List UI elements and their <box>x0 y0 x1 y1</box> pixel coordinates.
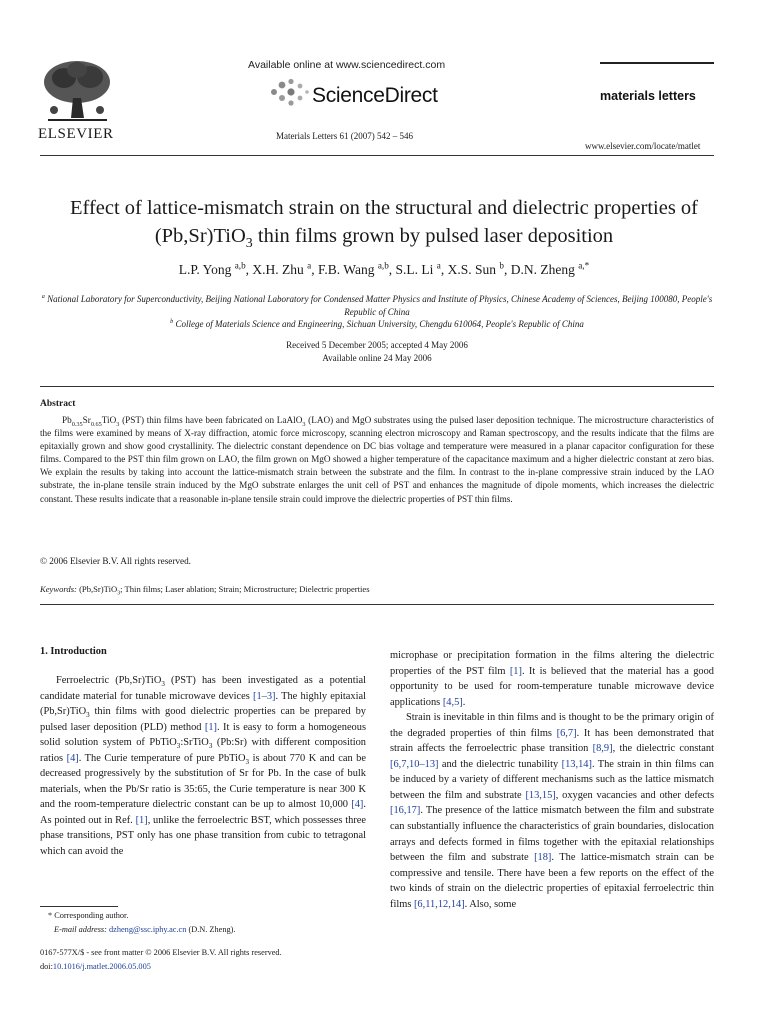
publisher-name: ELSEVIER <box>38 126 114 142</box>
abstract-text: $Pb_{0.35}Sr_{0.65}TiO_3$ (PST) thin films have been fabricated on LaAlO$_3$ (LAO) and MgO substrates using the pulsed laser deposition technique. The microstructure characteristics of the films were examined by means of X-ray diffraction, atomic force microscopy, scanning electron microscopy and Raman spectroscopy, and the results indicate that the films are epitaxially grown and show good crystallinity. The dielectric constant dependence on DC bias voltage and temperature were measured in a planar capacitor configuration for these films. Compared to the PST thin film grown on LAO, the film grown on MgO showed a higher temperature of the capacitance maximum and a higher dielectric constant at zero bias. We explain the results by taking into account the lattice-mismatch strain between the substrate and the film. In contrast to the in-plane compressive strain induced by the LAO substrate, the in-plane tensile strain induced by the MgO substrate enlarges the unit cell of PST and enhances the magnitude of dipole moments, which increases the dielectric constant. These results indicate that a reasonable in-plane tensile strain could improve the dielectric properties of PST thin films. <box>40 415 714 504</box>
author-affiliation-mark: a,b <box>377 260 389 271</box>
keywords: Keywords: (Pb,Sr)TiO$_3$; Thin films; Laser ablation; Strain; Microstructure; Dielectric properties <box>40 584 370 597</box>
doi-line: doi:10.1016/j.matlet.2006.05.005 <box>40 962 151 971</box>
author-name: X.H. Zhu <box>252 262 304 277</box>
corresponding-author-note: * Corresponding author. <box>48 911 129 920</box>
email-note: E-mail address: dzheng@ssc.iphy.ac.cn (D.N. Zheng). <box>54 925 236 934</box>
citation-link[interactable]: [4] <box>66 752 79 764</box>
doi-link[interactable]: 10.1016/j.matlet.2006.05.005 <box>52 962 151 971</box>
journal-url-link[interactable]: www.elsevier.com/locate/matlet <box>585 141 701 151</box>
citation-link[interactable]: [6,7] <box>556 727 577 739</box>
citation-link[interactable]: [4,5] <box>442 696 463 708</box>
citation-link[interactable]: [1] <box>135 814 148 826</box>
author-affiliation-mark: a,b <box>234 260 246 271</box>
abstract-copyright: © 2006 Elsevier B.V. All rights reserved. <box>40 556 191 566</box>
sciencedirect-wordmark: ScienceDirect <box>312 84 438 107</box>
citation-link[interactable]: [16,17] <box>390 805 421 817</box>
citation-link[interactable]: [6,7,10–13] <box>390 758 439 770</box>
citation-link[interactable]: [4] <box>351 799 364 811</box>
journal-citation: Materials Letters 61 (2007) 542 – 546 <box>276 131 413 141</box>
journal-name: materials letters <box>600 89 696 103</box>
citation-link[interactable]: [13,14] <box>561 758 592 770</box>
author-name: F.B. Wang <box>317 262 375 277</box>
author-name: L.P. Yong <box>178 262 232 277</box>
online-date: Available online 24 May 2006 <box>322 353 432 363</box>
citation-link[interactable]: [13,15] <box>525 789 556 801</box>
citation-link[interactable]: [18] <box>534 852 552 864</box>
email-link[interactable]: dzheng@ssc.iphy.ac.cn <box>109 925 187 934</box>
received-date: Received 5 December 2005; accepted 4 May 2006 <box>286 340 468 350</box>
citation-link[interactable]: [8,9] <box>592 743 613 755</box>
keywords-label: Keywords: <box>40 584 77 594</box>
affiliation-a: $^a$ National Laboratory for Superconductivity, Beijing National Laboratory for Condensed Matter Physics and Institute of Physics, Chinese Academy of Sciences, Beijing 100080, People's Republic of China <box>41 294 713 317</box>
citation-link[interactable]: [1] <box>204 721 218 733</box>
sciencedirect-dots-icon <box>268 78 312 113</box>
author-list: L.P. Yong $^{a,b}$, X.H. Zhu $^a$, F.B. Wang $^{a,b}$, S.L. Li $^a$, X.S. Sun $^b$, D.N. Zheng $^{a,*}$ <box>178 260 590 277</box>
author-affiliation-mark: a <box>307 260 312 271</box>
header-divider <box>40 155 714 156</box>
citation-link[interactable]: [6,11,12,14] <box>413 898 465 910</box>
title-line-2: (Pb,Sr)TiO$_3$ thin films grown by pulsed laser deposition <box>154 225 614 252</box>
tree-logo-icon <box>40 58 115 124</box>
footnote-divider <box>40 906 118 907</box>
body-top-divider <box>40 604 714 605</box>
journal-top-rule <box>600 62 714 64</box>
left-column: Ferroelectric (Pb,Sr)TiO$_3$ (PST) has been investigated as a potential candidate material for tunable microwave devices [1–3]. The highly epitaxial (Pb,Sr)TiO$_3$ thin films with good dielectric properties can be prepared by pulsed laser deposition (PLD) method [1]. It is easy to form a homogeneous solid solution system of PbTiO$_3$:SrTiO$_3$ (Pb:Sr) with different composition ratios [4]. The Curie temperature of pure PbTiO$_3$ is about 770 K and can be decreased progressively by the substitution of Sr for Pb. In the case of bulk materials, when the Pb/Sr ratio is 35:65, the Curie temperature is near 300 K and the room-temperature dielectric constant can be up to almost 10,000 [4]. As pointed out in Ref. [1], unlike the ferroelectric BST, which possesses three phase transitions, PST only has one phase transition from cubic to tetragonal which can avoid the <box>40 675 367 858</box>
elsevier-tree-logo <box>40 58 115 124</box>
author-name: S.L. Li <box>395 262 434 277</box>
author-name: D.N. Zheng <box>510 262 575 277</box>
right-column: microphase or precipitation formation in the films altering the dielectric properties of the PST film [1]. It is believed that the material has a good opportunity to be used for room-temperature tunable microwave device applications [4,5]. Strain is inevitable in thin films and is thought to be the primary origin of the degraded properties of thin films [6,7]. It has been demonstrated that strain affects the ferroelectric phase transition [8,9], the dielectric constant [6,7,10–13] and the dielectric tunability [13,14]. The strain in thin films can be induced by a variety of different mechanisms such as the lattice mismatch between the film and substrate [13,15], oxygen vacancies and other defects [16,17]. The presence of the lattice mismatch between the film and substrate can substantially influence the characteristics of grain boundaries, dislocation arrays and defects formed in films together with the epitaxial relationships between the film and substrate [18]. The lattice-mismatch strain can be compressive and tensile. There have been a few reports on the effect of the two kinds of strain on the dielectric properties of epitaxial ferroelectric thin films [6,11,12,14]. Also, some <box>390 650 714 910</box>
author-affiliation-mark: a <box>436 260 441 271</box>
author-name: X.S. Sun <box>447 262 497 277</box>
abstract-top-divider <box>40 386 714 387</box>
article-dates <box>40 339 714 365</box>
article-title <box>30 194 738 250</box>
citation-link[interactable]: [1–3] <box>253 690 276 702</box>
citation-link[interactable]: [1] <box>509 665 522 677</box>
affiliation-b: $^b$ College of Materials Science and Engineering, Sichuan University, Chengdu 610064, People's Republic of China <box>170 319 584 329</box>
abstract-heading: Abstract <box>40 399 76 409</box>
author-affiliation-mark: b <box>499 260 504 271</box>
available-online-text[interactable]: Available online at www.sciencedirect.com <box>248 59 446 71</box>
author-affiliation-mark: a,* <box>578 260 590 271</box>
issn-line: 0167-577X/$ - see front matter © 2006 Elsevier B.V. All rights reserved. <box>40 948 282 957</box>
section-heading-introduction: 1. Introduction <box>40 646 107 657</box>
title-line-1: Effect of lattice-mismatch strain on the structural and dielectric properties of <box>69 197 699 219</box>
